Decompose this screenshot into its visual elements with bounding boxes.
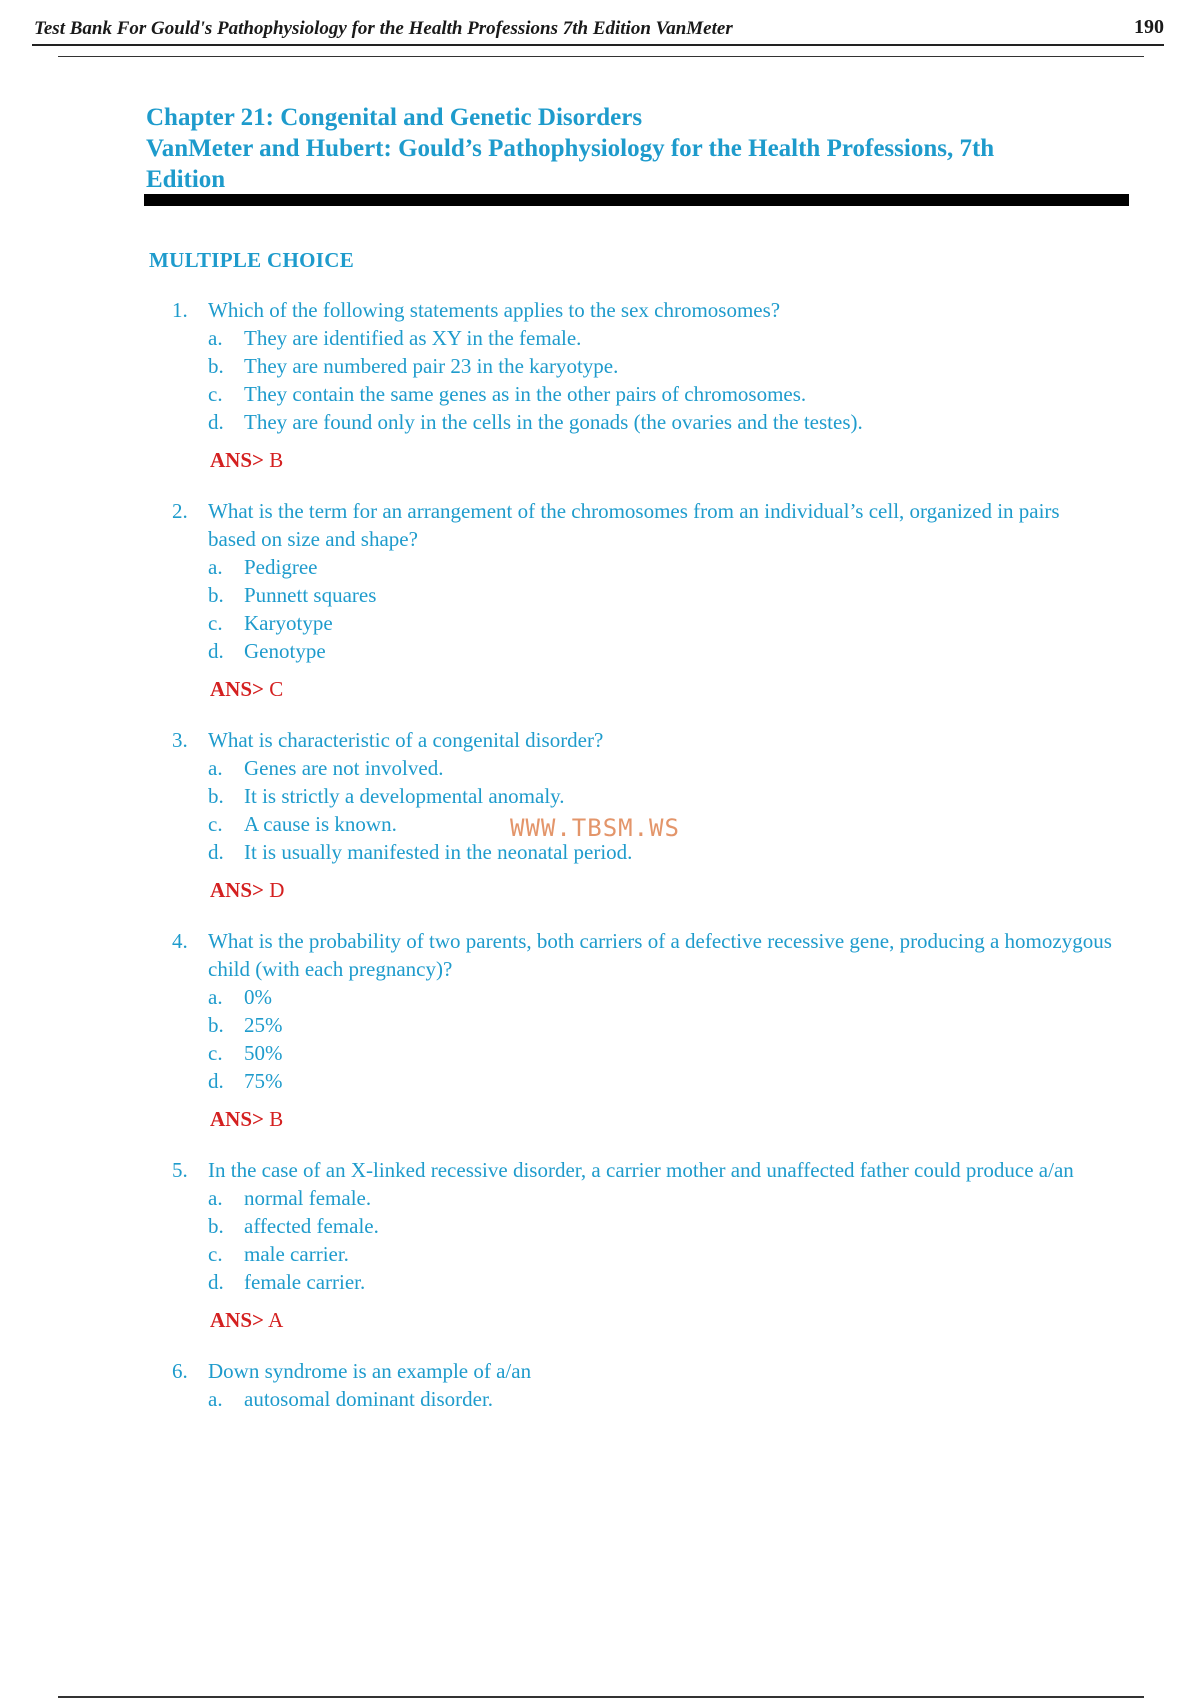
question-number: 6.	[172, 1359, 188, 1383]
answer-value: B	[269, 448, 284, 472]
choice-letter: d.	[208, 410, 224, 434]
choice-list	[172, 324, 1112, 436]
question-text: What is characteristic of a congenital disorder?	[208, 728, 604, 752]
choice-text: They are numbered pair 23 in the karyotype.	[244, 354, 619, 378]
answer-value: D	[269, 878, 285, 902]
question-stem	[172, 497, 1112, 553]
answer-choice	[172, 1039, 1112, 1067]
book-title-line: VanMeter and Hubert: Gould’s Pathophysiology for the Health Professions, 7th	[146, 135, 995, 162]
answer-choice	[172, 754, 1112, 782]
answer-choice	[172, 609, 1112, 637]
section-title: MULTIPLE CHOICE	[149, 248, 355, 272]
answer-choice	[172, 1212, 1112, 1240]
page-number: 190	[1134, 16, 1164, 38]
choice-text: 75%	[244, 1069, 283, 1093]
choice-text: Genes are not involved.	[244, 756, 444, 780]
chapter-title: Chapter 21: Congenital and Genetic Disorders	[146, 104, 643, 131]
question-item	[172, 927, 1112, 1133]
question-number: 5.	[172, 1158, 188, 1182]
answer-key	[172, 1105, 1112, 1133]
choice-text: 50%	[244, 1041, 283, 1065]
choice-list	[172, 983, 1112, 1095]
answer-label: ANS>	[210, 677, 264, 701]
choice-letter: a.	[208, 555, 223, 579]
running-title: Test Bank For Gould's Pathophysiology for the Health Professions 7th Edition VanMeter	[34, 18, 733, 39]
choice-letter: a.	[208, 756, 223, 780]
answer-choice	[172, 380, 1112, 408]
header-rule	[32, 44, 1164, 46]
choice-letter: c.	[208, 382, 223, 406]
footer-rule	[58, 1696, 1144, 1698]
question-stem	[172, 726, 1112, 754]
answer-choice	[172, 983, 1112, 1011]
question-list	[172, 296, 1112, 1436]
choice-letter: a.	[208, 326, 223, 350]
answer-choice	[172, 1184, 1112, 1212]
choice-letter: a.	[208, 985, 223, 1009]
header-rule-secondary	[58, 56, 1144, 57]
choice-text: normal female.	[244, 1186, 372, 1210]
choice-letter: c.	[208, 611, 223, 635]
answer-label: ANS>	[210, 878, 264, 902]
choice-text: autosomal dominant disorder.	[244, 1387, 494, 1411]
choice-text: It is strictly a developmental anomaly.	[244, 784, 565, 808]
question-number: 4.	[172, 929, 188, 953]
question-stem	[172, 1156, 1112, 1184]
question-stem	[172, 927, 1112, 983]
answer-choice	[172, 324, 1112, 352]
question-number: 1.	[172, 298, 188, 322]
answer-value: B	[269, 1107, 284, 1131]
choice-letter: b.	[208, 354, 224, 378]
choice-text: Genotype	[244, 639, 326, 663]
choice-text: 0%	[244, 985, 272, 1009]
choice-text: A cause is known.	[244, 812, 397, 836]
answer-choice	[172, 553, 1112, 581]
answer-label: ANS>	[210, 1107, 264, 1131]
answer-key	[172, 1306, 1112, 1334]
choice-text: 25%	[244, 1013, 283, 1037]
choice-text: They are found only in the cells in the gonads (the ovaries and the testes).	[244, 410, 863, 434]
choice-list	[172, 553, 1112, 665]
question-stem	[172, 296, 1112, 324]
question-text: In the case of an X-linked recessive disorder, a carrier mother and unaffected father could produce a/an	[208, 1158, 1074, 1182]
choice-text: They are identified as XY in the female.	[244, 326, 582, 350]
answer-choice	[172, 1067, 1112, 1095]
question-item	[172, 1357, 1112, 1413]
answer-choice	[172, 581, 1112, 609]
question-text: Which of the following statements applies to the sex chromosomes?	[208, 298, 781, 322]
choice-text: They contain the same genes as in the other pairs of chromosomes.	[244, 382, 807, 406]
answer-value: C	[269, 677, 284, 701]
choice-letter: b.	[208, 583, 224, 607]
answer-key	[172, 675, 1112, 703]
choice-text: Pedigree	[244, 555, 318, 579]
question-item	[172, 296, 1112, 474]
answer-choice	[172, 1268, 1112, 1296]
question-number: 2.	[172, 499, 188, 523]
chapter-divider-bar	[144, 194, 1129, 206]
question-text: What is the term for an arrangement of the chromosomes from an individual’s cell, organized in pairs based on size and shape?	[208, 499, 1060, 551]
choice-text: affected female.	[244, 1214, 379, 1238]
choice-list	[172, 1184, 1112, 1296]
choice-letter: d.	[208, 639, 224, 663]
answer-choice	[172, 782, 1112, 810]
running-header	[34, 14, 1164, 44]
choice-text: It is usually manifested in the neonatal period.	[244, 840, 633, 864]
book-title-line-edition: Edition	[146, 166, 226, 193]
answer-choice	[172, 1011, 1112, 1039]
choice-letter: b.	[208, 784, 224, 808]
choice-letter: b.	[208, 1214, 224, 1238]
choice-letter: a.	[208, 1387, 223, 1411]
question-item	[172, 1156, 1112, 1334]
question-item	[172, 497, 1112, 703]
choice-text: male carrier.	[244, 1242, 349, 1266]
answer-key	[172, 446, 1112, 474]
choice-letter: b.	[208, 1013, 224, 1037]
answer-choice	[172, 352, 1112, 380]
answer-label: ANS>	[210, 448, 264, 472]
choice-list	[172, 754, 1112, 866]
choice-list	[172, 1385, 1112, 1413]
question-text: What is the probability of two parents, both carriers of a defective recessive gene, producing a homozygous child (with each pregnancy)?	[208, 929, 1112, 981]
answer-choice	[172, 637, 1112, 665]
question-number: 3.	[172, 728, 188, 752]
choice-letter: c.	[208, 812, 223, 836]
answer-label: ANS>	[210, 1308, 264, 1332]
choice-text: Punnett squares	[244, 583, 377, 607]
answer-key	[172, 876, 1112, 904]
choice-letter: a.	[208, 1186, 223, 1210]
choice-letter: c.	[208, 1041, 223, 1065]
question-stem	[172, 1357, 1112, 1385]
question-text: Down syndrome is an example of a/an	[208, 1359, 532, 1383]
answer-choice	[172, 1385, 1112, 1413]
choice-text: female carrier.	[244, 1270, 366, 1294]
choice-letter: d.	[208, 840, 224, 864]
chapter-heading	[146, 102, 1046, 195]
choice-letter: d.	[208, 1069, 224, 1093]
answer-choice	[172, 408, 1112, 436]
answer-choice	[172, 838, 1112, 866]
answer-value: A	[268, 1308, 284, 1332]
choice-text: Karyotype	[244, 611, 333, 635]
choice-letter: c.	[208, 1242, 223, 1266]
answer-choice	[172, 1240, 1112, 1268]
choice-letter: d.	[208, 1270, 224, 1294]
watermark: WWW.TBSM.WS	[510, 814, 680, 842]
